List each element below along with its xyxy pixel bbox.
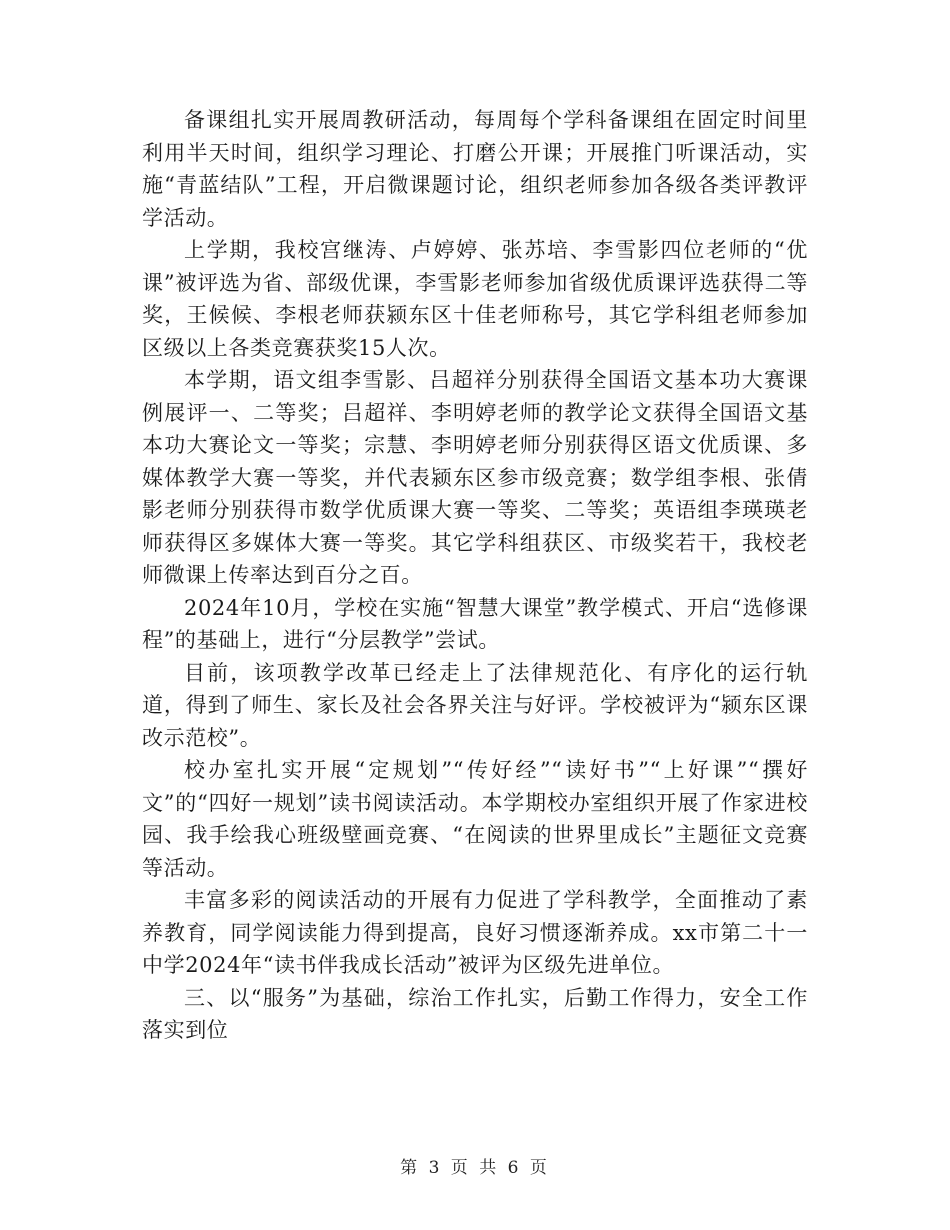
paragraph-last-semester-awards: 上学期，我校宫继涛、卢婷婷、张苏培、李雪影四位老师的“优课”被评选为省、部级优课，李雪影老师参加省级优质课评选获得二等奖，王候候、李根老师获颍东区十佳老师称号，其它学科组老师参加区级以上各类竞赛获奖15人次。 [142, 238, 808, 360]
paragraph-reform-progress: 目前，该项教学改革已经走上了法律规范化、有序化的运行轨道，得到了师生、家长及社会各界关注与好评。学校被评为“颍东区课改示范校”。 [142, 660, 808, 750]
paragraph-this-semester-awards: 本学期，语文组李雪影、吕超祥分别获得全国语文基本功大赛课例展评一、二等奖；吕超祥、李明婷老师的教学论文获得全国语文基本功大赛论文一等奖；宗慧、李明婷老师分别获得区语文优质课、多媒体教学大赛一等奖，并代表颍东区参市级竞赛；数学组李根、张倩影老师分别获得市数学优质课大赛一等奖、二等奖；英语组李瑛瑛老师获得区多媒体大赛一等奖。其它学科组获区、市级奖若干，我校老师微课上传率达到百分之百。 [142, 368, 808, 587]
paragraph-reading-results: 丰富多彩的阅读活动的开展有力促进了学科教学，全面推动了素养教育，同学阅读能力得到提高，良好习惯逐渐养成。xx市第二十一中学2024年“读书伴我成长活动”被评为区级先进单位。 [142, 888, 808, 977]
document-body [142, 104, 808, 1047]
section-heading-services: 三、以“服务”为基础，综治工作扎实，后勤工作得力，安全工作落实到位 [142, 985, 808, 1042]
page-number-footer: 第 3 页 共 6 页 [400, 1158, 550, 1178]
paragraph-layered-teaching: 2024年10月，学校在实施“智慧大课堂”教学模式、开启“选修课程”的基础上，进行“分层教学”尝试。 [142, 595, 808, 652]
paragraph-lesson-prep: 备课组扎实开展周教研活动，每周每个学科备课组在固定时间里利用半天时间，组织学习理论、打磨公开课；开展推门听课活动，实施“青蓝结队”工程，开启微课题讨论，组织老师参加各级各类评教评学活动。 [142, 108, 808, 230]
paragraph-reading-activities: 校办室扎实开展“定规划”“传好经”“读好书”“上好课”“撰好文”的“四好一规划”读书阅读活动。本学期校办室组织开展了作家进校园、我手绘我心班级壁画竞赛、“在阅读的世界里成长”主题征文竞赛等活动。 [142, 758, 808, 880]
